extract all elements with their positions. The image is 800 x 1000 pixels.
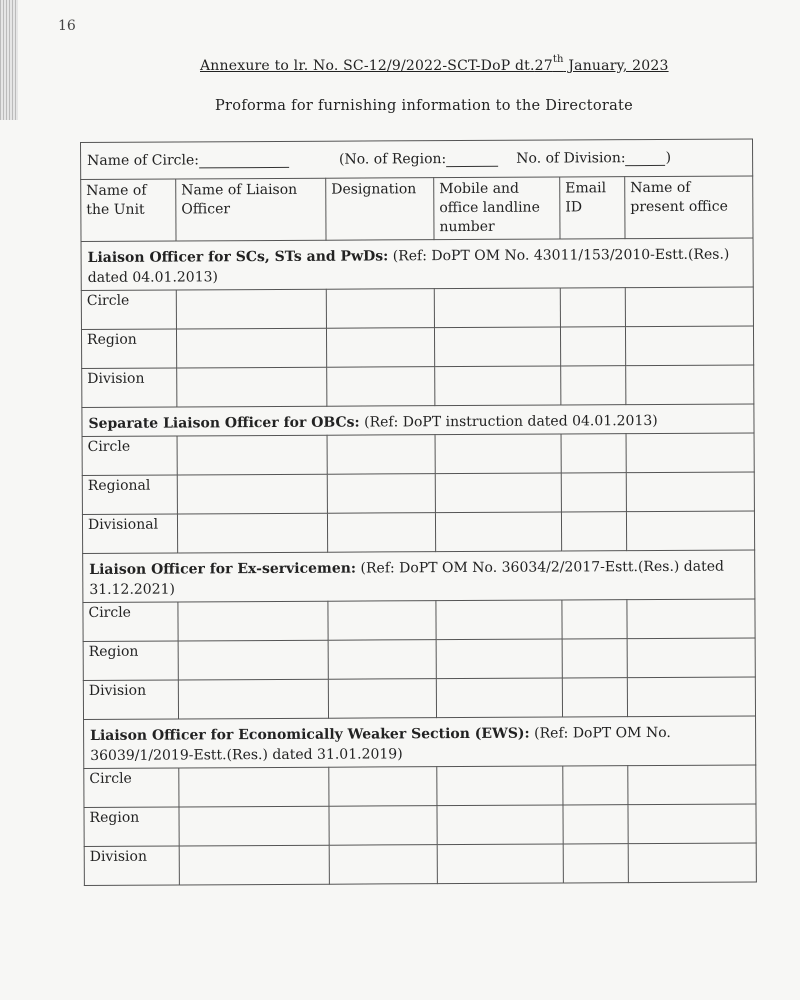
table-cell-blank[interactable] xyxy=(179,845,329,885)
section-heading-row xyxy=(83,550,755,603)
table-cell-blank[interactable] xyxy=(328,640,436,680)
table-cell-blank[interactable] xyxy=(627,638,755,678)
table-cell-blank[interactable] xyxy=(326,328,434,368)
section-heading xyxy=(81,238,753,291)
table-cell-blank[interactable] xyxy=(329,767,437,807)
table-cell-blank[interactable] xyxy=(328,679,436,719)
table-cell-blank[interactable] xyxy=(627,599,755,639)
section-title-bold: Liaison Officer for SCs, STs and PwDs: xyxy=(87,248,389,266)
row-label: Circle xyxy=(82,436,177,475)
table-cell-blank[interactable] xyxy=(561,512,626,551)
row-label: Region xyxy=(83,641,178,680)
table-cell-blank[interactable] xyxy=(434,288,560,328)
table-cell-blank[interactable] xyxy=(626,365,754,405)
column-header-text: office landline xyxy=(439,199,540,217)
table-row xyxy=(81,326,753,369)
table-cell-blank[interactable] xyxy=(626,511,754,551)
table-row xyxy=(84,804,756,847)
row-label: Division xyxy=(83,680,178,719)
proforma-form xyxy=(80,138,756,886)
table-cell-blank[interactable] xyxy=(561,473,626,512)
table-cell-blank[interactable] xyxy=(177,474,327,514)
section-heading-row xyxy=(82,404,754,437)
column-header-text: Name of xyxy=(630,179,691,197)
section-title-bold: Separate Liaison Officer for OBCs: xyxy=(88,414,360,432)
column-header-text: Email xyxy=(565,180,607,197)
column-header-row xyxy=(81,176,753,242)
table-cell-blank[interactable] xyxy=(563,766,628,805)
table-cell-blank[interactable] xyxy=(437,805,563,845)
row-label: Circle xyxy=(84,768,179,807)
annexure-prefix: Annexure to lr. No. SC-12/9/2022-SCT-DoP dt. xyxy=(200,58,535,74)
section-heading xyxy=(83,550,755,603)
table-cell-blank[interactable] xyxy=(329,806,437,846)
table-row xyxy=(82,433,754,476)
table-cell-blank[interactable] xyxy=(562,639,627,678)
section-heading-row xyxy=(81,238,753,291)
row-label: Region xyxy=(84,807,179,846)
table-cell-blank[interactable] xyxy=(327,435,435,475)
table-cell-blank[interactable] xyxy=(561,434,626,473)
table-cell-blank[interactable] xyxy=(435,366,561,406)
section-title-bold: Liaison Officer for Economically Weaker Section (EWS): xyxy=(90,725,530,744)
row-label: Circle xyxy=(83,602,178,641)
table-cell-blank[interactable] xyxy=(626,433,754,473)
column-header-text: the Unit xyxy=(86,201,145,218)
table-cell-blank[interactable] xyxy=(178,601,328,641)
row-label: Region xyxy=(81,329,176,368)
table-cell-blank[interactable] xyxy=(434,327,560,367)
column-header-text: Designation xyxy=(331,181,417,198)
table-row xyxy=(81,287,753,330)
table-cell-blank[interactable] xyxy=(436,678,562,718)
table-cell-blank[interactable] xyxy=(628,804,756,844)
table-cell-blank[interactable] xyxy=(563,805,628,844)
table-cell-blank[interactable] xyxy=(329,845,437,885)
table-cell-blank[interactable] xyxy=(177,367,327,407)
table-row xyxy=(82,511,754,554)
table-cell-blank[interactable] xyxy=(179,806,329,846)
name-of-circle-field[interactable] xyxy=(87,152,289,169)
closing-paren: ) xyxy=(665,149,672,166)
table-cell-blank[interactable] xyxy=(561,366,626,405)
table-cell-blank[interactable] xyxy=(328,601,436,641)
row-label: Divisional xyxy=(82,514,177,553)
table-cell-blank[interactable] xyxy=(436,600,562,640)
annexure-reference xyxy=(200,54,700,74)
table-row xyxy=(83,599,755,642)
table-cell-blank[interactable] xyxy=(326,289,434,329)
column-header-6 xyxy=(625,176,753,239)
table-cell-blank[interactable] xyxy=(178,640,328,680)
table-cell-blank[interactable] xyxy=(178,679,328,719)
section-title-ref: (Ref: DoPT OM No. 43011/153/2010-Estt.(Res.) dated 04.01.2013) xyxy=(87,246,730,286)
no-of-division-label: No. of Division: xyxy=(516,150,626,167)
annexure-day-sup: th xyxy=(552,54,564,65)
table-cell-blank[interactable] xyxy=(625,287,753,327)
table-cell-blank[interactable] xyxy=(627,677,755,717)
section-title-bold: Liaison Officer for Ex-servicemen: xyxy=(89,560,357,578)
table-cell-blank[interactable] xyxy=(435,434,561,474)
no-of-region-label: (No. of Region: xyxy=(338,151,447,168)
table-cell-blank[interactable] xyxy=(628,765,756,805)
table-cell-blank[interactable] xyxy=(435,473,561,513)
column-header-1 xyxy=(81,179,176,241)
table-cell-blank[interactable] xyxy=(437,844,563,884)
section-heading xyxy=(82,404,754,437)
column-header-text: ID xyxy=(565,199,583,216)
table-cell-blank[interactable] xyxy=(179,767,329,807)
column-header-text: Officer xyxy=(181,201,231,218)
table-cell-blank[interactable] xyxy=(176,289,326,329)
section-title-ref: (Ref: DoPT instruction dated 04.01.2013) xyxy=(359,412,658,431)
row-label: Circle xyxy=(81,290,176,329)
table-cell-blank[interactable] xyxy=(436,639,562,679)
table-cell-blank[interactable] xyxy=(562,600,627,639)
table-cell-blank[interactable] xyxy=(327,513,435,553)
row-label: Regional xyxy=(82,475,177,514)
column-header-3 xyxy=(326,178,434,241)
section-heading xyxy=(84,716,756,769)
column-header-text: present office xyxy=(630,198,728,216)
table-cell-blank[interactable] xyxy=(327,474,435,514)
table-row xyxy=(83,638,755,681)
table-cell-blank[interactable] xyxy=(177,513,327,553)
proforma-title: Proforma for furnishing information to the Directorate xyxy=(215,98,634,114)
section-title-ref: (Ref: DoPT OM No. 36039/1/2019-Estt.(Res.) dated 31.01.2019) xyxy=(90,724,671,764)
table-row xyxy=(82,365,754,408)
table-row xyxy=(82,472,754,515)
column-header-4 xyxy=(434,177,560,240)
table-cell-blank[interactable] xyxy=(437,766,563,806)
proforma-table xyxy=(80,138,757,886)
no-of-division-field[interactable] xyxy=(516,150,671,167)
table-cell-blank[interactable] xyxy=(625,326,753,366)
column-header-text: Name of xyxy=(86,182,147,199)
scan-edge-strip xyxy=(0,0,18,120)
table-row xyxy=(84,765,756,808)
section-title-ref: (Ref: DoPT OM No. 36034/2/2017-Estt.(Res.) dated 31.12.2021) xyxy=(89,558,725,598)
annexure-day: 27 xyxy=(534,58,553,74)
table-cell-blank[interactable] xyxy=(628,843,756,883)
column-header-2 xyxy=(176,178,326,241)
section-heading-row xyxy=(84,716,756,769)
table-cell-blank[interactable] xyxy=(327,367,435,407)
table-cell-blank[interactable] xyxy=(626,472,754,512)
row-label: Division xyxy=(82,368,177,407)
table-cell-blank[interactable] xyxy=(560,327,625,366)
no-of-region-field[interactable] xyxy=(339,151,498,168)
table-cell-blank[interactable] xyxy=(177,435,327,475)
table-row xyxy=(84,843,756,886)
header-row xyxy=(81,139,753,180)
table-cell-blank[interactable] xyxy=(435,512,561,552)
name-of-circle-label: Name of Circle: xyxy=(87,152,200,169)
page-corner-mark: 16 xyxy=(58,18,76,34)
table-cell-blank[interactable] xyxy=(563,844,628,883)
table-cell-blank[interactable] xyxy=(176,328,326,368)
column-header-text: number xyxy=(439,218,495,236)
table-cell-blank[interactable] xyxy=(560,288,625,327)
column-header-5 xyxy=(560,177,625,239)
annexure-suffix: January, 2023 xyxy=(563,58,669,74)
table-cell-blank[interactable] xyxy=(562,678,627,717)
row-label: Division xyxy=(84,846,179,885)
column-header-text: Name of Liaison xyxy=(181,181,298,199)
table-row xyxy=(83,677,755,720)
column-header-text: Mobile and xyxy=(439,180,520,198)
